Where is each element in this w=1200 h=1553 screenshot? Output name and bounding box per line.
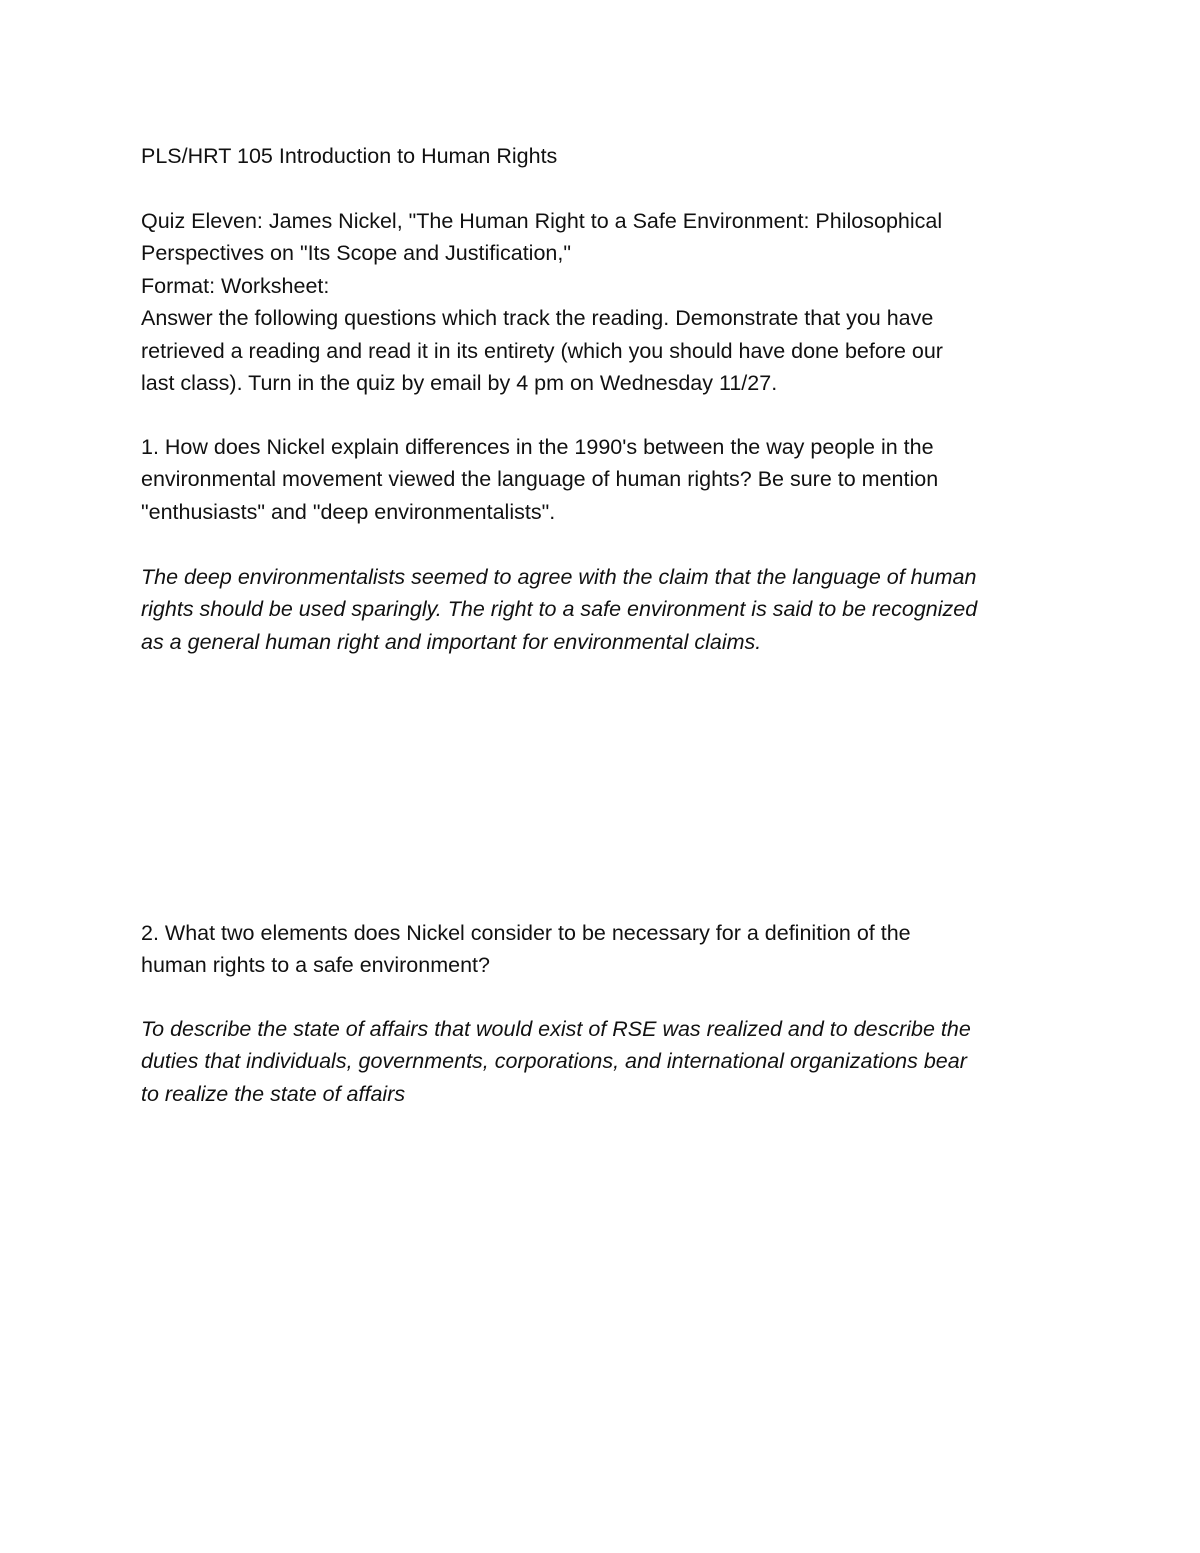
question-1 bbox=[141, 431, 1071, 528]
question-line: 1. How does Nickel explain differences in the 1990's between the way people in the bbox=[141, 435, 934, 459]
question-line: "enthusiasts" and "deep environmentalists". bbox=[141, 499, 556, 524]
quiz-header bbox=[141, 205, 1071, 399]
answer-line: to realize the state of affairs bbox=[141, 1081, 406, 1106]
instructions-line: retrieved a reading and read it in its entirety (which you should have done before our bbox=[141, 338, 943, 363]
quiz-title-line: Perspectives on "Its Scope and Justification," bbox=[141, 241, 571, 266]
answer-line: as a general human right and important for environmental claims. bbox=[141, 629, 762, 654]
question-line: environmental movement viewed the language of human rights? Be sure to mention bbox=[141, 467, 939, 492]
course-title bbox=[141, 140, 1071, 172]
instructions-line: last class). Turn in the quiz by email by 4 pm on Wednesday 11/27. bbox=[141, 371, 778, 396]
instructions-line: Answer the following questions which track the reading. Demonstrate that you have bbox=[141, 306, 934, 331]
answer-line: To describe the state of affairs that would exist of RSE was realized and to describe the bbox=[141, 1017, 971, 1041]
question-line: human rights to a safe environment? bbox=[141, 953, 490, 978]
quiz-title-line: Quiz Eleven: James Nickel, "The Human Right to a Safe Environment: Philosophical bbox=[141, 209, 943, 233]
answer-line: The deep environmentalists seemed to agree with the claim that the language of human bbox=[141, 565, 977, 589]
question-line: 2. What two elements does Nickel consider to be necessary for a definition of the bbox=[141, 921, 911, 945]
answer-line: rights should be used sparingly. The right to a safe environment is said to be recognized bbox=[141, 597, 978, 622]
answer-line: duties that individuals, governments, corporations, and international organizations bear bbox=[141, 1049, 967, 1074]
quiz-format: Format: Worksheet: bbox=[141, 273, 330, 298]
question-2 bbox=[141, 917, 1071, 982]
answer-1 bbox=[141, 561, 1071, 658]
course-title-text: PLS/HRT 105 Introduction to Human Rights bbox=[141, 144, 558, 168]
answer-2 bbox=[141, 1013, 1071, 1110]
